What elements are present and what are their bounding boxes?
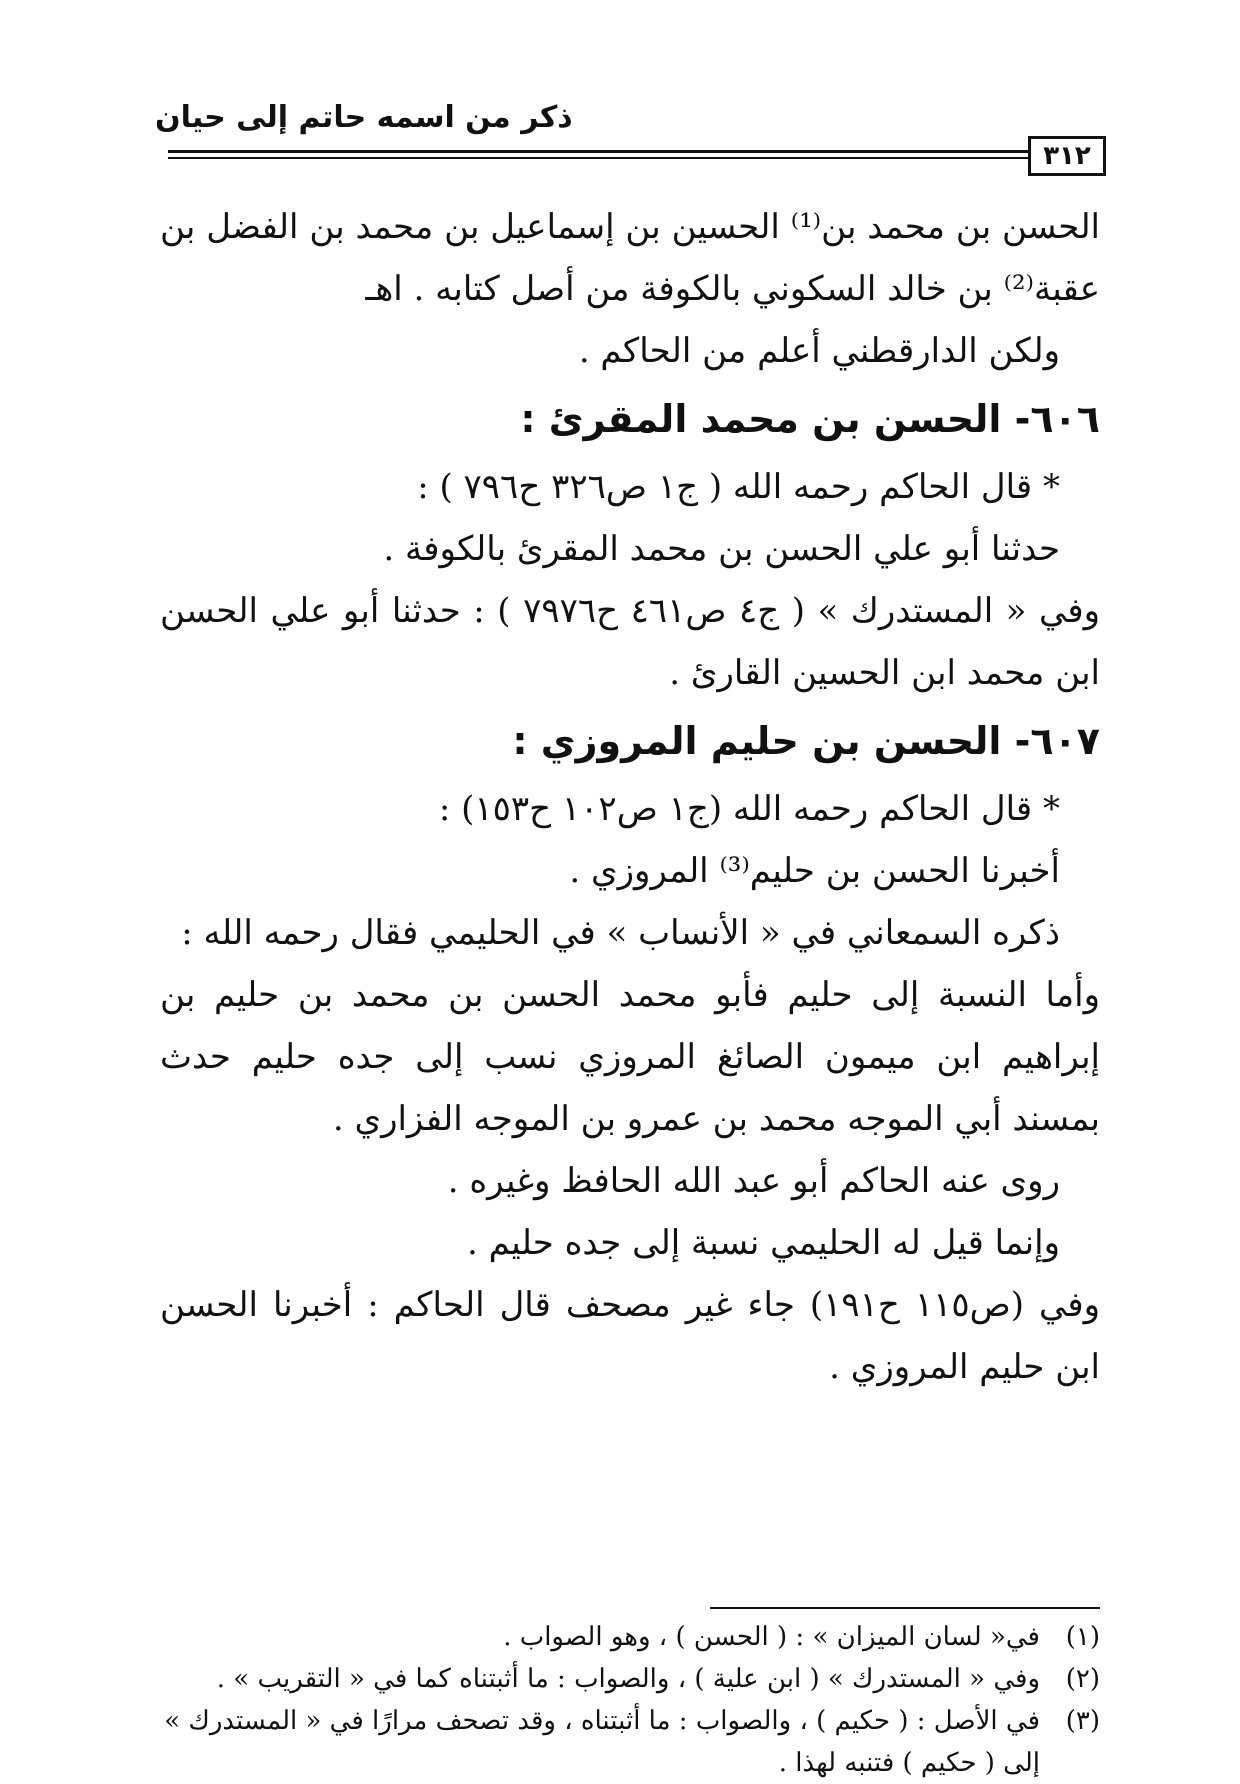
paragraph: روى عنه الحاكم أبو عبد الله الحافظ وغيره .	[447, 1161, 1060, 1201]
footnote-separator	[710, 1607, 1100, 1609]
running-head: ذكر من اسمه حاتم إلى حيان	[155, 100, 573, 135]
footnote-number: (١)	[1065, 1622, 1100, 1652]
page-number: ٣١٢	[1028, 136, 1106, 176]
header-rule-thin	[168, 157, 1028, 159]
entry-heading-606: ٦٠٦- الحسن بن محمد المقرئ :	[520, 397, 1100, 441]
paragraph: حدثنا أبو علي الحسن بن محمد المقرئ بالكوفة .	[383, 529, 1060, 569]
entry-heading-607: ٦٠٧- الحسن بن حليم المروزي :	[512, 719, 1100, 763]
paragraph: ولكن الدارقطني أعلم من الحاكم .	[578, 331, 1060, 371]
paragraph: وفي (ص١١٥ ح١٩١) جاء غير مصحف قال الحاكم : أخبرنا الحسن ابن حليم المروزي .	[160, 1285, 1100, 1387]
paragraph: وإنما قيل له الحليمي نسبة إلى جده حليم .	[467, 1223, 1060, 1263]
footnote	[160, 1700, 1100, 1784]
paragraph: * قال الحاكم رحمه الله ( ج١ ص٣٢٦ ح٧٩٦ ) :	[417, 467, 1060, 507]
footnote-number: (٢)	[1065, 1664, 1100, 1694]
footnotes	[160, 1616, 1100, 1784]
paragraph: وأما النسبة إلى حليم فأبو محمد الحسن بن محمد بن حليم بن إبراهيم ابن ميمون الصائغ المروزي نسب إلى جده حليم حدث بمسند أبي الموجه محمد بن عمرو بن الموجه الفزاري .	[160, 975, 1100, 1139]
main-text	[160, 196, 1100, 1398]
header-rule-thick	[168, 150, 1028, 153]
paragraph: أخبرنا الحسن بن حليم⁽³⁾ المروزي .	[569, 851, 1060, 891]
footnote-text: في« لسان الميزان » : ( الحسن ) ، وهو الصواب .	[503, 1622, 1040, 1652]
paragraph: الحسن بن محمد بن⁽¹⁾ الحسين بن إسماعيل بن محمد بن الفضل بن عقبة⁽²⁾ بن خالد السكوني بالكوفة من أصل كتابه . اهـ	[160, 207, 1101, 309]
footnote	[160, 1616, 1100, 1658]
footnote-number: (٣)	[1065, 1706, 1100, 1736]
footnote-text: وفي « المستدرك » ( ابن علية ) ، والصواب : ما أثبتناه كما في « التقريب » .	[216, 1664, 1040, 1694]
paragraph: * قال الحاكم رحمه الله (ج١ ص١٠٢ ح١٥٣) :	[438, 789, 1060, 829]
footnote-text: في الأصل : ( حكيم ) ، والصواب : ما أثبتناه ، وقد تصحف مرارًا في « المستدرك » إلى ( حكيم ) فتنبه لهذا .	[164, 1706, 1040, 1778]
paragraph: وفي « المستدرك » ( ج٤ ص٤٦١ ح٧٩٧٦ ) : حدثنا أبو علي الحسن ابن محمد ابن الحسين القارئ .	[160, 591, 1100, 693]
footnote	[160, 1658, 1100, 1700]
paragraph: ذكره السمعاني في « الأنساب » في الحليمي فقال رحمه الله :	[181, 913, 1060, 953]
header-rule	[168, 150, 1028, 163]
